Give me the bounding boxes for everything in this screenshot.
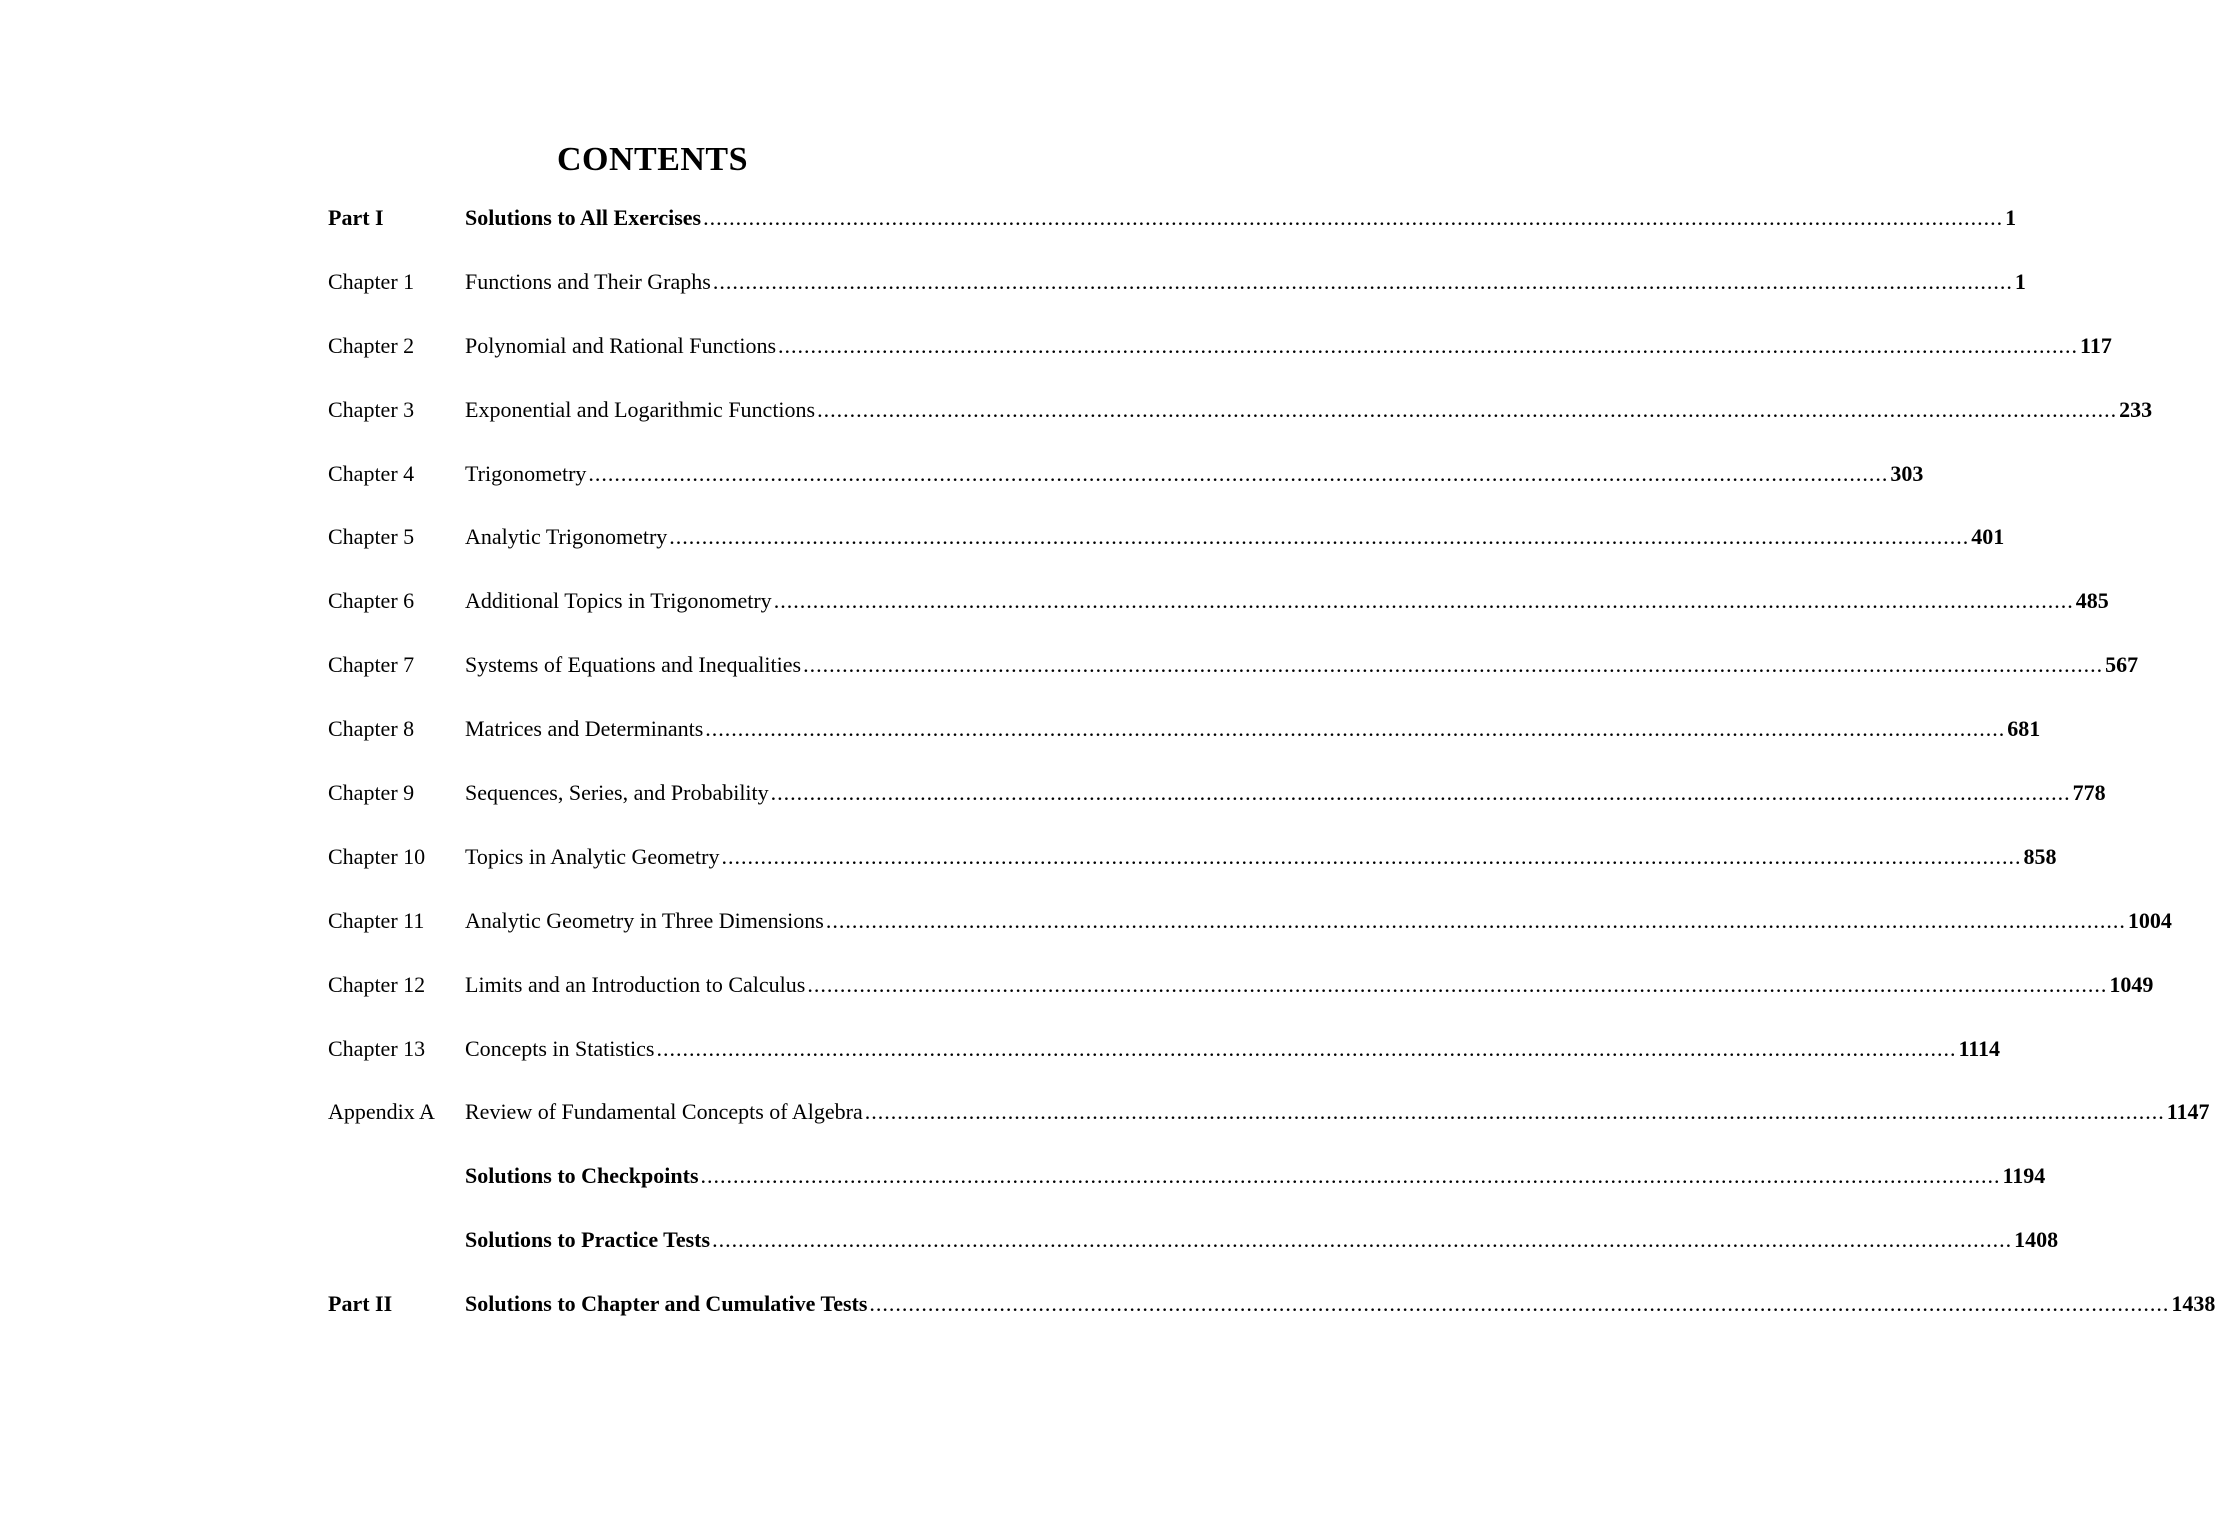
dot-leader: ........................................................................................................................................................................................................: [588, 460, 1889, 486]
toc-entry-line: [465, 1218, 2059, 1262]
toc-entry: [328, 707, 2041, 771]
toc-entry: [328, 1090, 2210, 1154]
toc-entry-title: Concepts in Statistics: [465, 1035, 655, 1061]
toc-entry-line: [465, 515, 2005, 559]
toc-entry-page-number: 401: [1971, 524, 2005, 550]
toc-entry-line: [465, 452, 1924, 496]
toc-entry-label: Chapter 3: [328, 396, 415, 422]
toc-entry-title: Trigonometry: [465, 460, 587, 486]
toc-entry-label: Chapter 8: [328, 716, 415, 742]
toc-entry: [328, 260, 2026, 324]
toc-entry-line: [465, 643, 2139, 687]
toc-entry: [328, 1027, 2001, 1091]
dot-leader: ........................................................................................................................................................................................................: [869, 1291, 2170, 1317]
toc-entry-line: [465, 1027, 2001, 1071]
toc-entry-line: [465, 707, 2041, 751]
dot-leader: ........................................................................................................................................................................................................: [656, 1035, 1957, 1061]
toc-entry-title: Review of Fundamental Concepts of Algebra: [465, 1099, 863, 1125]
toc-entry-label: Chapter 12: [328, 971, 426, 997]
toc-entry-page-number: 1: [2014, 268, 2026, 294]
toc-entry-title: Polynomial and Rational Functions: [465, 332, 777, 358]
dot-leader: ........................................................................................................................................................................................................: [712, 268, 2013, 294]
toc-entry: [328, 1154, 2046, 1218]
toc-entry-page-number: 1114: [1958, 1035, 2001, 1061]
table-of-contents: [328, 196, 2215, 1346]
toc-entry-title: Additional Topics in Trigonometry: [465, 588, 772, 614]
toc-entry-label: Chapter 2: [328, 332, 415, 358]
page-title: CONTENTS: [556, 141, 749, 178]
dot-leader: ........................................................................................................................................................................................................: [773, 588, 2074, 614]
toc-entry-label: Chapter 1: [328, 268, 415, 294]
toc-entry-page-number: 1408: [2014, 1227, 2059, 1253]
toc-entry-label: Part II: [328, 1291, 393, 1317]
dot-leader: ........................................................................................................................................................................................................: [703, 205, 2004, 230]
dot-leader: ........................................................................................................................................................................................................: [721, 843, 2022, 869]
toc-entry-title: Systems of Equations and Inequalities: [465, 652, 802, 678]
toc-entry-title: Analytic Geometry in Three Dimensions: [465, 907, 824, 933]
toc-entry-label: Chapter 9: [328, 780, 415, 806]
toc-entry-line: [465, 1090, 2210, 1134]
toc-entry-line: [465, 196, 2017, 240]
toc-entry-label: Chapter 7: [328, 652, 415, 678]
dot-leader: ........................................................................................................................................................................................................: [778, 332, 2079, 358]
toc-entry-line: [465, 963, 2154, 1007]
toc-entry-page-number: 1004: [2127, 907, 2172, 933]
toc-entry-line: [465, 388, 2153, 432]
toc-entry-line: [465, 1154, 2046, 1198]
dot-leader: ........................................................................................................................................................................................................: [817, 396, 2118, 422]
toc-entry-line: [465, 324, 2112, 368]
dot-leader: ........................................................................................................................................................................................................: [669, 524, 1970, 550]
dot-leader: ........................................................................................................................................................................................................: [825, 907, 2126, 933]
toc-entry-page-number: 303: [1890, 460, 1924, 486]
toc-entry-line: [465, 899, 2172, 943]
toc-entry-title: Sequences, Series, and Probability: [465, 780, 769, 806]
toc-entry-label: Part I: [328, 205, 384, 230]
toc-entry-page-number: 1438: [2171, 1291, 2215, 1317]
toc-entry: [328, 963, 2154, 1027]
toc-entry: [328, 196, 2017, 260]
toc-entry-title: Functions and Their Graphs: [465, 268, 711, 294]
toc-entry-page-number: 233: [2119, 396, 2153, 422]
toc-entry: [328, 324, 2112, 388]
toc-entry: [328, 643, 2139, 707]
dot-leader: ........................................................................................................................................................................................................: [803, 652, 2104, 678]
toc-entry-page-number: 1: [2005, 205, 2017, 230]
toc-entry-label: Chapter 4: [328, 460, 415, 486]
toc-entry-title: Topics in Analytic Geometry: [465, 843, 720, 869]
toc-entry: [328, 388, 2153, 452]
toc-entry-line: [465, 1282, 2215, 1326]
toc-entry: [328, 1218, 2059, 1282]
toc-entry: [328, 1282, 2215, 1346]
toc-entry-title: Analytic Trigonometry: [465, 524, 668, 550]
toc-entry-page-number: 681: [2007, 716, 2041, 742]
toc-entry: [328, 835, 2057, 899]
toc-entry-label: Chapter 10: [328, 843, 426, 869]
toc-entry-page-number: 778: [2072, 780, 2106, 806]
toc-entry-line: [465, 579, 2109, 623]
toc-entry-page-number: 485: [2075, 588, 2109, 614]
toc-entry-page-number: 1049: [2109, 971, 2154, 997]
toc-entry-page-number: 1147: [2166, 1099, 2210, 1125]
toc-entry-label: Chapter 11: [328, 907, 425, 933]
toc-entry-title: Solutions to Chapter and Cumulative Tests: [465, 1291, 868, 1317]
toc-entry-title: Solutions to All Exercises: [465, 205, 702, 230]
toc-entry-label: Chapter 5: [328, 524, 415, 550]
toc-entry-label: Chapter 6: [328, 588, 415, 614]
toc-entry-title: Limits and an Introduction to Calculus: [465, 971, 806, 997]
dot-leader: ........................................................................................................................................................................................................: [700, 1163, 2001, 1189]
toc-entry-page-number: 567: [2105, 652, 2139, 678]
toc-entry: [328, 579, 2109, 643]
dot-leader: ........................................................................................................................................................................................................: [807, 971, 2108, 997]
dot-leader: ........................................................................................................................................................................................................: [705, 716, 2006, 742]
toc-entry: [328, 452, 1924, 516]
toc-entry-label: Chapter 13: [328, 1035, 426, 1061]
toc-entry-line: [465, 260, 2026, 304]
toc-entry-title: Exponential and Logarithmic Functions: [465, 396, 816, 422]
dot-leader: ........................................................................................................................................................................................................: [712, 1227, 2013, 1253]
toc-entry-page-number: 1194: [2002, 1163, 2046, 1189]
toc-entry: [328, 515, 2005, 579]
toc-entry: [328, 899, 2172, 963]
dot-leader: ........................................................................................................................................................................................................: [864, 1099, 2165, 1125]
toc-entry-title: Matrices and Determinants: [465, 716, 704, 742]
toc-entry-page-number: 117: [2080, 332, 2112, 358]
dot-leader: ........................................................................................................................................................................................................: [770, 780, 2071, 806]
toc-entry-title: Solutions to Practice Tests: [465, 1227, 711, 1253]
toc-entry-label: Appendix A: [328, 1099, 435, 1125]
toc-entry-line: [465, 835, 2057, 879]
toc-entry-page-number: 858: [2023, 843, 2057, 869]
toc-entry-title: Solutions to Checkpoints: [465, 1163, 699, 1189]
toc-entry-line: [465, 771, 2106, 815]
toc-entry: [328, 771, 2106, 835]
